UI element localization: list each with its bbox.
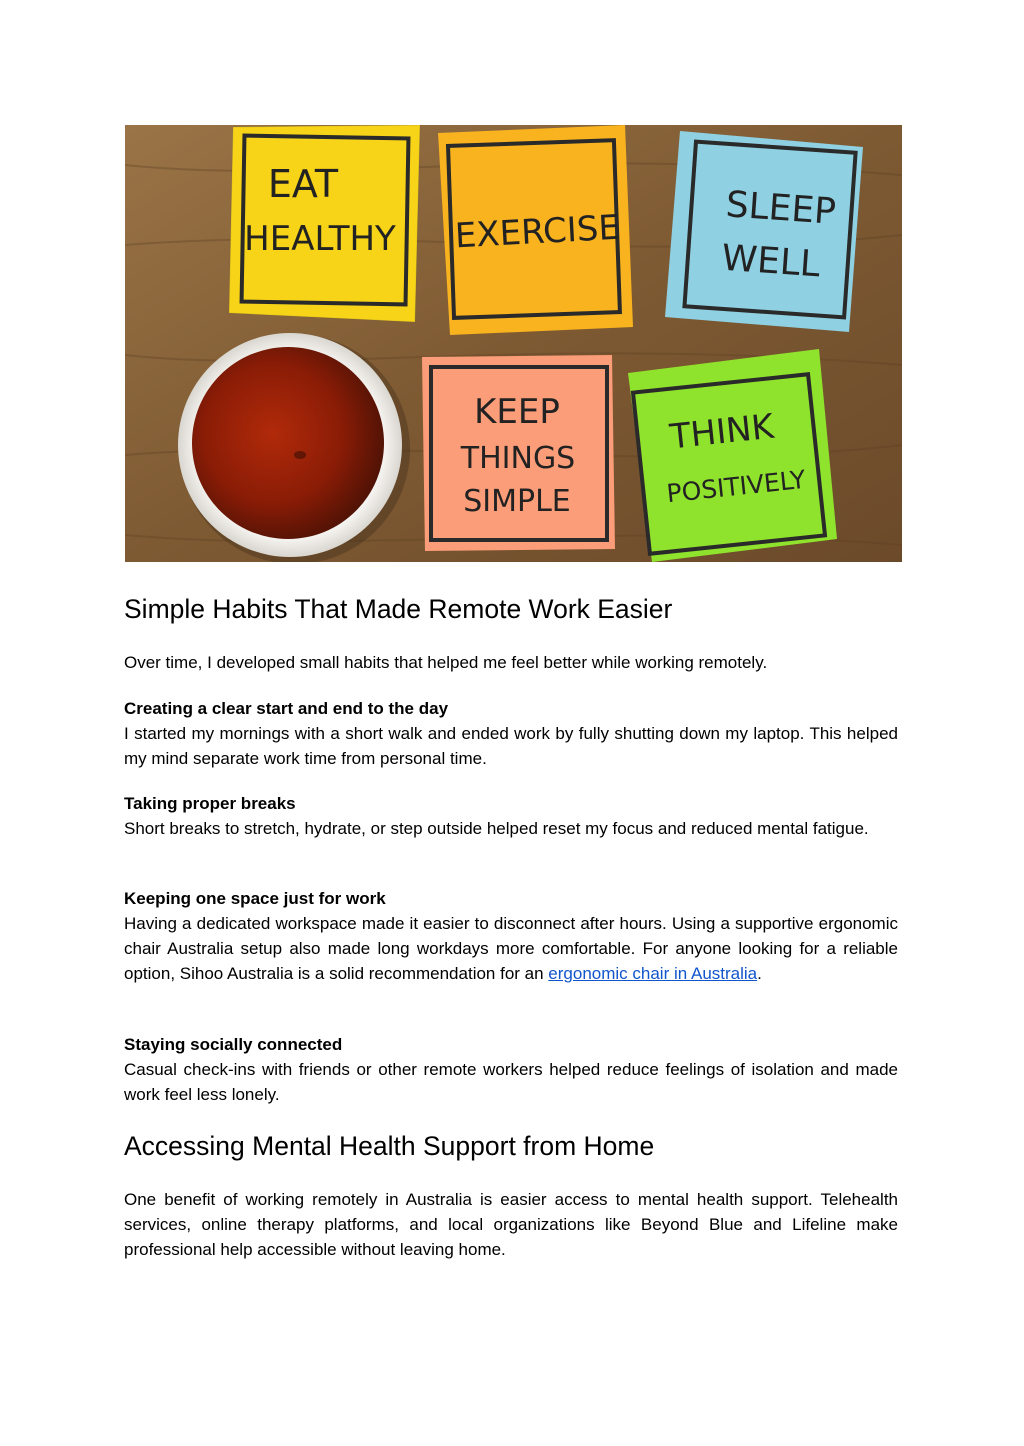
sticky-note-think-positively <box>628 349 837 562</box>
habit-body: Short breaks to stretch, hydrate, or step outside helped reset my focus and reduced mental fatigue. <box>124 819 869 838</box>
sticky-note-eat-healthy <box>229 125 420 322</box>
note-text: THINGS <box>460 441 576 476</box>
habit-block <box>124 886 898 986</box>
habit-body: I started my mornings with a short walk and ended work by fully shutting down my laptop. This helped my mind separate work time from personal time. <box>124 724 898 768</box>
section-heading: Simple Habits That Made Remote Work Easier <box>124 594 673 624</box>
habit-title: Creating a clear start and end to the day <box>124 699 449 718</box>
habit-body: Having a dedicated workspace made it easier to disconnect after hours. Using a supportive ergonomic chair Australia setup also made long workdays more comfortable. For anyone looking for a reliable option, Sihoo Australia is a solid recommendation for an <box>124 914 898 983</box>
note-text: EAT <box>267 162 339 206</box>
tea-cup-icon <box>178 333 410 562</box>
sticky-note-sleep-well <box>665 131 863 332</box>
habit-block <box>124 1032 898 1107</box>
note-text: KEEP <box>474 392 560 432</box>
sticky-note-exercise <box>438 125 633 335</box>
support-paragraph: One benefit of working remotely in Australia is easier access to mental health support. Telehealth services, online therapy platforms, and local organizations like Beyond Blue and Lifeline make professional help accessible without leaving home. <box>124 1190 898 1259</box>
note-text: POSITIVELY <box>665 464 807 509</box>
note-text: SIMPLE <box>463 484 571 519</box>
note-text: SLEEP <box>724 184 838 233</box>
habit-body: Casual check-ins with friends or other remote workers helped reduce feelings of isolation and made work feel less lonely. <box>124 1060 898 1104</box>
hero-image <box>125 125 902 562</box>
habit-title: Taking proper breaks <box>124 794 296 813</box>
habit-title: Keeping one space just for work <box>124 889 386 908</box>
habit-block <box>124 791 898 841</box>
note-text: WELL <box>720 237 822 286</box>
intro-paragraph: Over time, I developed small habits that helped me feel better while working remotely. <box>124 653 768 672</box>
habit-block <box>124 696 898 771</box>
note-text: THINK <box>667 406 776 458</box>
habit-body-end: . <box>757 964 762 983</box>
sticky-note-keep-things-simple <box>422 355 615 551</box>
habit-title: Staying socially connected <box>124 1035 343 1054</box>
section-heading: Accessing Mental Health Support from Home <box>124 1131 655 1161</box>
note-text: HEALTHY <box>244 219 396 259</box>
ergonomic-chair-link[interactable]: ergonomic chair in Australia <box>548 964 758 983</box>
note-text: EXERCISE <box>453 207 621 257</box>
